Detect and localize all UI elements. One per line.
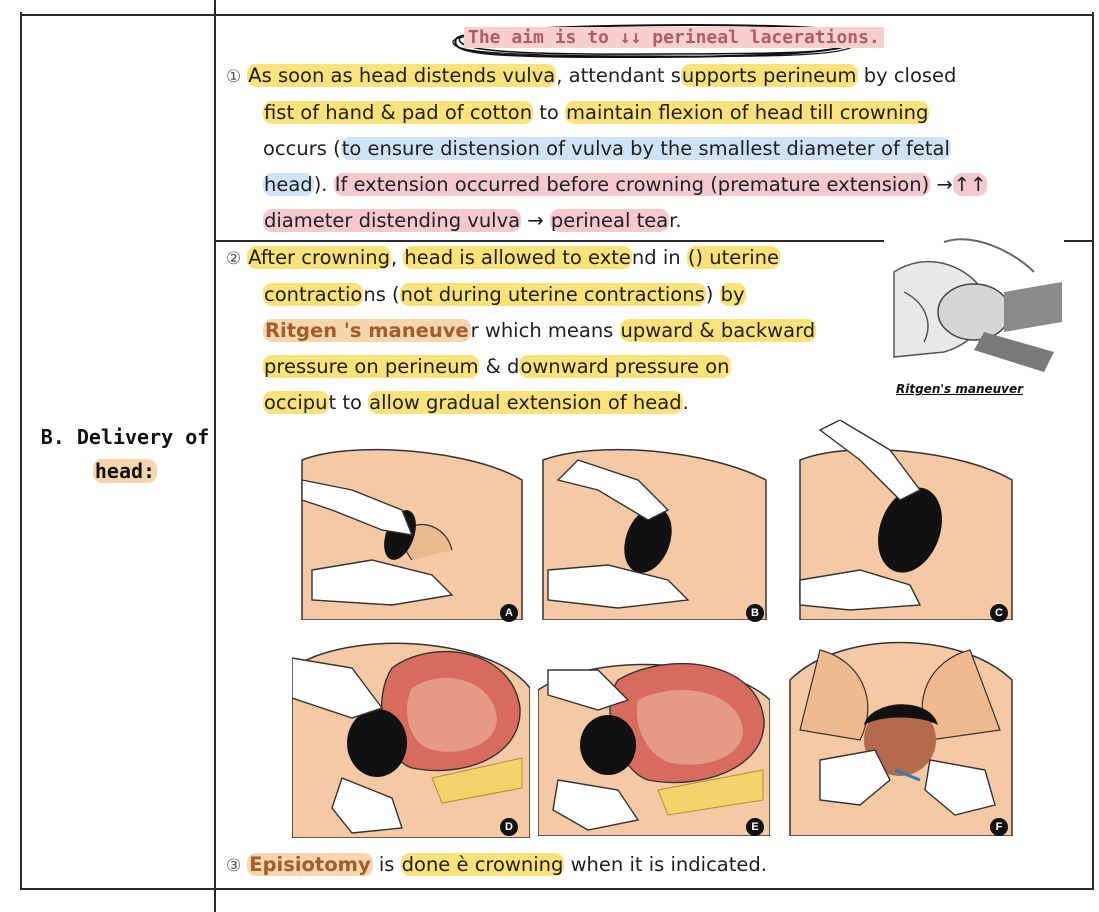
text-span: maintain flexion of head till crowning	[566, 101, 929, 124]
bottom-rule	[20, 888, 1092, 890]
text-span: done è crowning	[401, 853, 564, 876]
section-label-line2	[40, 454, 210, 488]
text-span: fist of hand & pad of cotton	[264, 101, 533, 124]
panel-a-badge: A	[500, 604, 518, 622]
panel-b-illustration	[538, 440, 770, 620]
section-label-line1: B. Delivery of	[40, 425, 210, 449]
step-1-paragraph	[226, 58, 1086, 239]
text-span: →	[930, 173, 953, 196]
text-span: Episiotomy	[249, 853, 371, 876]
aim-title	[448, 20, 880, 58]
panel-a-illustration	[292, 440, 530, 620]
panel-b-badge: B	[746, 604, 764, 622]
text-span: ↑↑	[953, 173, 987, 196]
text-span: contractio	[264, 283, 363, 306]
text-span: by closed	[857, 64, 957, 87]
text-span: occurs (	[263, 137, 341, 160]
panel-d-illustration	[292, 628, 530, 838]
section-label	[40, 420, 210, 488]
text-span: when it is indicated.	[564, 853, 767, 876]
panel-f-badge: F	[990, 818, 1008, 836]
text-span: ownward pressure on	[520, 355, 730, 378]
panel-e-illustration	[538, 650, 770, 836]
panel-f-illustration	[780, 630, 1016, 836]
panel-c-badge: C	[990, 604, 1008, 622]
text-span: ).	[313, 173, 334, 196]
text-span: , attendant s	[556, 64, 681, 87]
text-span: upports perineum	[681, 64, 857, 87]
figure-caption: Ritgen's maneuver	[896, 382, 1024, 396]
text-span: head is allowed to exte	[404, 246, 631, 269]
aim-text: The aim is to ↓↓ perineal lacerations.	[464, 27, 884, 48]
text-span: not during uterine contractions	[400, 283, 705, 306]
step-3-paragraph	[226, 847, 1086, 884]
text-span: allow gradual extension of head	[369, 391, 682, 414]
text-span: pressure on perineum	[264, 355, 479, 378]
column-divider	[214, 0, 216, 912]
text-span: .	[682, 391, 689, 414]
text-span: →	[521, 209, 550, 232]
text-span: r.	[669, 209, 682, 232]
step-1-number: ①	[226, 67, 242, 87]
text-span: upward & backward	[620, 319, 816, 342]
text-span: Ritgen 's maneuve	[265, 319, 469, 342]
step-2-number: ②	[226, 249, 242, 269]
text-span: is	[372, 853, 401, 876]
text-span: head:	[94, 459, 156, 483]
top-rule	[20, 14, 1092, 16]
text-span: occipu	[264, 391, 328, 414]
text-span: ,	[390, 246, 404, 269]
text-span: r which means	[470, 319, 620, 342]
text-span: () uterine	[687, 246, 780, 269]
panel-e-badge: E	[746, 818, 764, 836]
panel-c-illustration	[780, 420, 1016, 620]
text-span: head	[264, 173, 313, 196]
text-span: perineal tea	[550, 209, 669, 232]
ritgen-maneuver-figure	[884, 232, 1064, 380]
text-span: diameter distending vulva	[264, 209, 521, 232]
panel-d-badge: D	[500, 818, 518, 836]
step-2-paragraph	[226, 240, 866, 421]
text-span: After crowning	[248, 246, 390, 269]
text-span: t to	[328, 391, 369, 414]
text-span: ns (	[363, 283, 400, 306]
text-span: by	[720, 283, 745, 306]
step-3-number: ③	[226, 856, 242, 876]
text-span: to ensure distension of vulva by the smallest diameter of fetal	[341, 137, 950, 160]
text-span: As soon as head distends vulva	[248, 64, 556, 87]
text-span: nd in	[631, 246, 687, 269]
text-span: If extension occurred before crowning (premature extension)	[334, 173, 930, 196]
text-span: )	[705, 283, 720, 306]
text-span: to	[533, 101, 566, 124]
text-span: & d	[479, 355, 520, 378]
